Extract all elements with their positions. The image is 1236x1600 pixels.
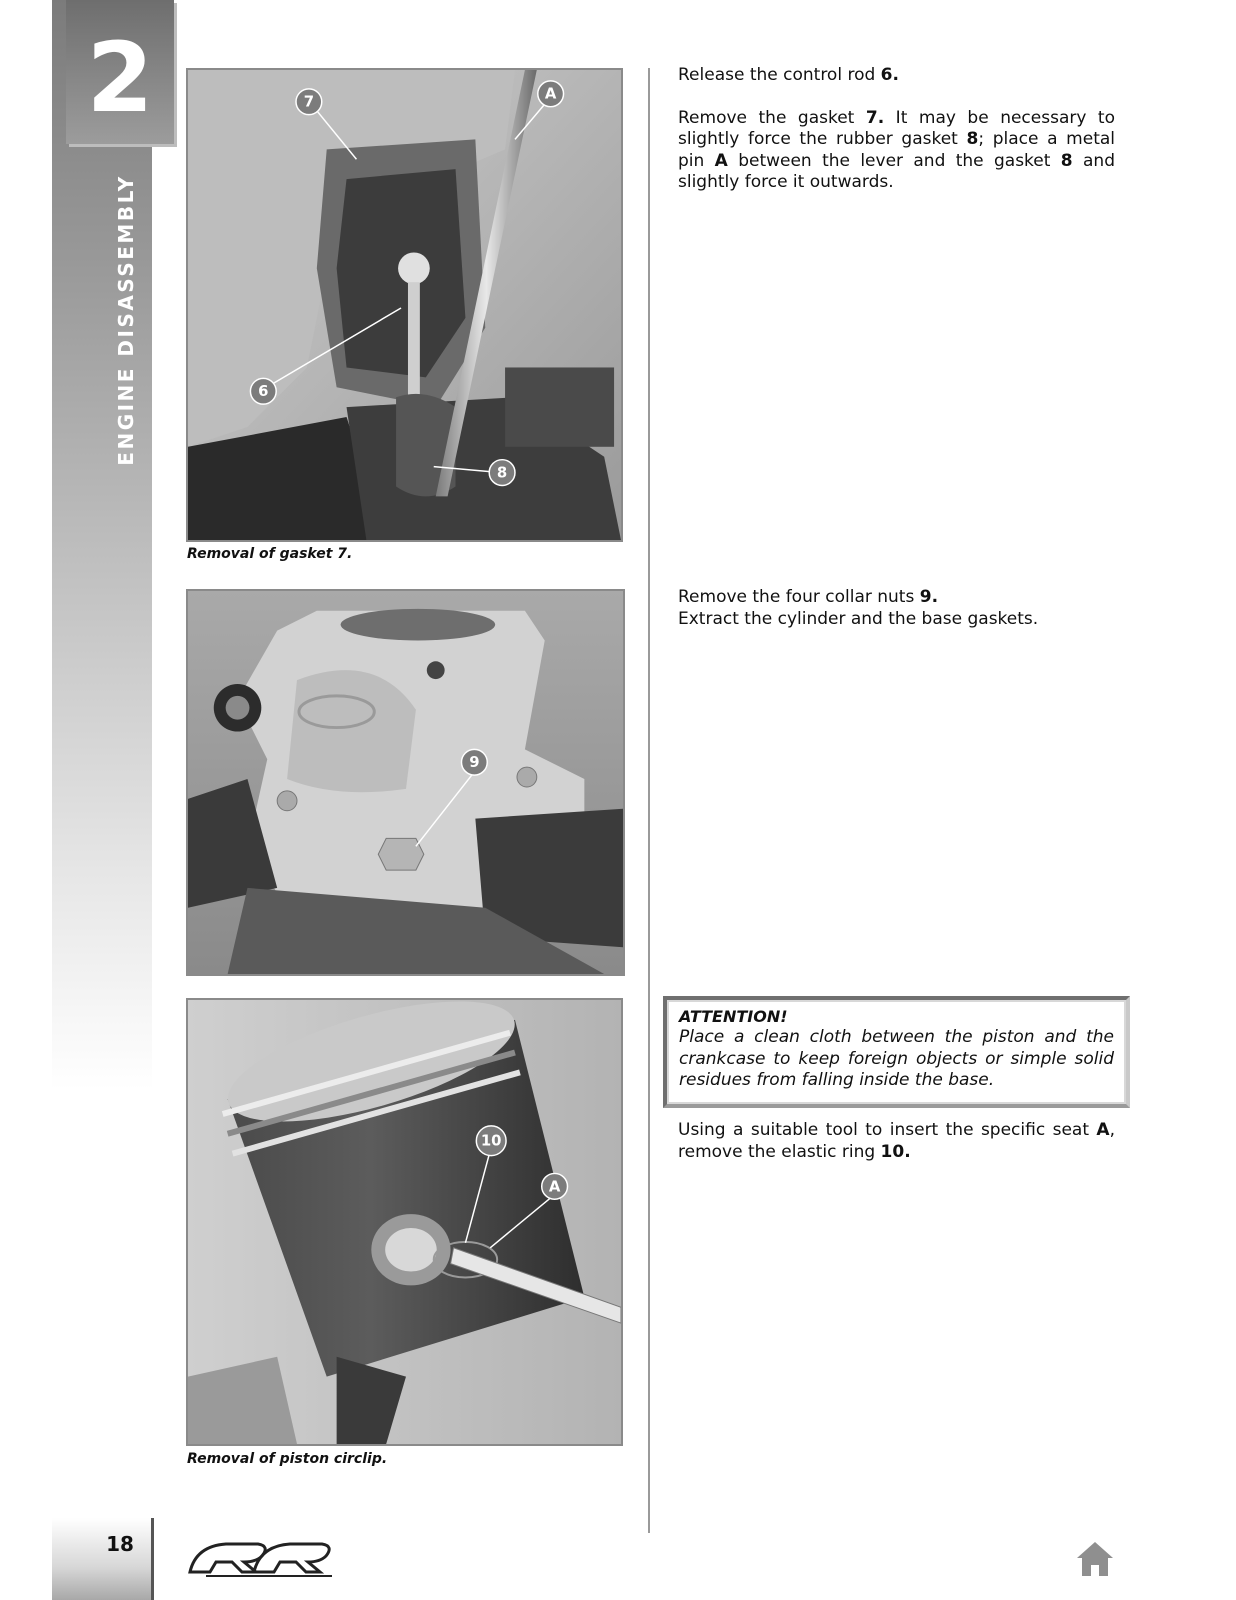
rr-logo-icon bbox=[186, 1536, 336, 1580]
svg-text:9: 9 bbox=[469, 753, 480, 772]
step-extract-cylinder: Extract the cylinder and the base gaskets. bbox=[678, 608, 1039, 629]
column-divider bbox=[648, 68, 650, 1533]
attention-box bbox=[663, 996, 1130, 1108]
footer-band bbox=[52, 1518, 152, 1600]
svg-text:A: A bbox=[548, 1177, 561, 1196]
photo-caption: Removal of piston circlip. bbox=[187, 1451, 388, 1467]
footer-rule bbox=[151, 1518, 154, 1600]
svg-text:8: 8 bbox=[496, 463, 508, 482]
callout-9 bbox=[461, 749, 487, 775]
svg-text:A: A bbox=[544, 84, 557, 103]
photo-piston-circlip bbox=[186, 998, 623, 1446]
step-release-rod: Release the control rod 6. bbox=[678, 65, 899, 85]
step-text-block bbox=[678, 1120, 1115, 1184]
step-remove-nuts: Remove the four collar nuts 9. bbox=[678, 587, 939, 607]
callout-A bbox=[538, 81, 564, 107]
svg-text:6: 6 bbox=[258, 382, 269, 401]
callout-10 bbox=[476, 1126, 506, 1156]
callout-A bbox=[542, 1173, 568, 1199]
photo-cylinder-nuts bbox=[186, 589, 625, 976]
chapter-number: 2 bbox=[86, 22, 154, 134]
page-number: 18 bbox=[106, 1532, 134, 1556]
step-text-block bbox=[678, 65, 1115, 215]
svg-text:10: 10 bbox=[480, 1131, 502, 1150]
step-remove-ring: Using a suitable tool to insert the specific seat A, remove the elastic ring 10. bbox=[678, 1120, 1115, 1162]
callout-7 bbox=[296, 89, 322, 115]
chapter-title: ENGINE DISASSEMBLY bbox=[114, 174, 138, 466]
callout-6 bbox=[250, 378, 276, 404]
photo-caption: Removal of gasket 7. bbox=[187, 546, 353, 562]
step-remove-gasket: Remove the gasket 7. It may be necessary to slightly force the rubber gasket 8; place a metal pin A between the lever and the gasket 8 and slightly force it outwards. bbox=[678, 107, 1116, 192]
home-icon[interactable] bbox=[1075, 1540, 1115, 1578]
svg-text:7: 7 bbox=[303, 92, 315, 111]
attention-heading: ATTENTION! bbox=[679, 1007, 788, 1026]
photo-gasket-removal bbox=[186, 68, 623, 542]
callout-8 bbox=[489, 460, 515, 486]
step-text-block bbox=[678, 587, 1115, 630]
side-band bbox=[52, 0, 152, 1090]
attention-body: Place a clean cloth between the piston and the crankcase to keep foreign objects or simple solid residues from falling inside the base. bbox=[679, 1027, 1114, 1090]
